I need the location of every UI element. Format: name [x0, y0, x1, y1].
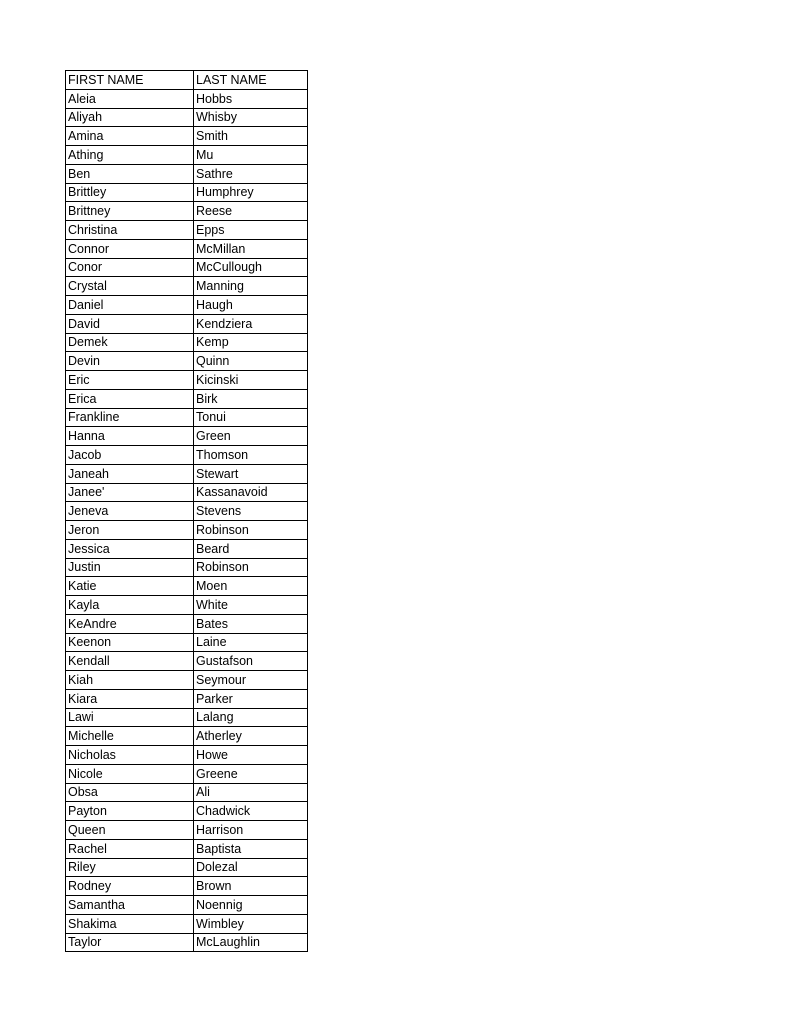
first-name-cell: Demek — [66, 333, 194, 352]
last-name-cell: Stevens — [194, 502, 308, 521]
last-name-cell: Epps — [194, 221, 308, 240]
first-name-cell: Obsa — [66, 783, 194, 802]
last-name-cell: Brown — [194, 877, 308, 896]
last-name-cell: Gustafson — [194, 652, 308, 671]
table-row — [66, 333, 308, 352]
last-name-cell: Wimbley — [194, 914, 308, 933]
table-row — [66, 708, 308, 727]
first-name-cell: Jacob — [66, 446, 194, 465]
last-name-cell: Mu — [194, 146, 308, 165]
first-name-cell: Nicole — [66, 764, 194, 783]
table-row — [66, 408, 308, 427]
table-row — [66, 746, 308, 765]
last-name-cell: Seymour — [194, 671, 308, 690]
first-name-cell: Jeron — [66, 521, 194, 540]
first-name-cell: Athing — [66, 146, 194, 165]
first-name-cell: Jeneva — [66, 502, 194, 521]
table-row — [66, 314, 308, 333]
last-name-cell: Manning — [194, 277, 308, 296]
first-name-cell: Rachel — [66, 839, 194, 858]
last-name-cell: Dolezal — [194, 858, 308, 877]
last-name-cell: Stewart — [194, 464, 308, 483]
first-name-cell: Nicholas — [66, 746, 194, 765]
first-name-cell: Amina — [66, 127, 194, 146]
last-name-cell: Baptista — [194, 839, 308, 858]
table-row — [66, 221, 308, 240]
first-name-cell: Keenon — [66, 633, 194, 652]
first-name-cell: Aliyah — [66, 108, 194, 127]
table-row — [66, 914, 308, 933]
last-name-cell: Birk — [194, 389, 308, 408]
table-row — [66, 108, 308, 127]
table-row — [66, 127, 308, 146]
last-name-cell: Hobbs — [194, 89, 308, 108]
first-name-cell: Samantha — [66, 896, 194, 915]
first-name-cell: Eric — [66, 371, 194, 390]
table-row — [66, 558, 308, 577]
first-name-cell: Riley — [66, 858, 194, 877]
first-name-cell: Christina — [66, 221, 194, 240]
first-name-cell: Shakima — [66, 914, 194, 933]
table-row — [66, 764, 308, 783]
last-name-cell: Haugh — [194, 296, 308, 315]
last-name-cell: McMillan — [194, 239, 308, 258]
table-row — [66, 427, 308, 446]
table-row — [66, 502, 308, 521]
table-row — [66, 521, 308, 540]
last-name-cell: Lalang — [194, 708, 308, 727]
table-row — [66, 146, 308, 165]
last-name-cell: Reese — [194, 202, 308, 221]
last-name-cell: Robinson — [194, 558, 308, 577]
first-name-cell: Queen — [66, 821, 194, 840]
first-name-cell: Justin — [66, 558, 194, 577]
last-name-cell: McLaughlin — [194, 933, 308, 952]
first-name-cell: Erica — [66, 389, 194, 408]
first-name-cell: Jessica — [66, 539, 194, 558]
names-table — [65, 70, 308, 952]
last-name-cell: Harrison — [194, 821, 308, 840]
last-name-cell: Green — [194, 427, 308, 446]
table-row — [66, 783, 308, 802]
last-name-cell: Kassanavoid — [194, 483, 308, 502]
last-name-cell: Chadwick — [194, 802, 308, 821]
table-row — [66, 464, 308, 483]
last-name-cell: Ali — [194, 783, 308, 802]
table-row — [66, 483, 308, 502]
first-name-cell: Aleia — [66, 89, 194, 108]
first-name-cell: Brittley — [66, 183, 194, 202]
table-row — [66, 89, 308, 108]
last-name-cell: Thomson — [194, 446, 308, 465]
table-row — [66, 446, 308, 465]
table-row — [66, 877, 308, 896]
last-name-cell: McCullough — [194, 258, 308, 277]
table-row — [66, 164, 308, 183]
last-name-cell: Beard — [194, 539, 308, 558]
last-name-cell: White — [194, 596, 308, 615]
last-name-cell: Laine — [194, 633, 308, 652]
table-row — [66, 183, 308, 202]
last-name-cell: Bates — [194, 614, 308, 633]
last-name-cell: Whisby — [194, 108, 308, 127]
last-name-cell: Smith — [194, 127, 308, 146]
first-name-cell: Hanna — [66, 427, 194, 446]
last-name-cell: Robinson — [194, 521, 308, 540]
table-row — [66, 689, 308, 708]
last-name-cell: Noennig — [194, 896, 308, 915]
table-row — [66, 839, 308, 858]
last-name-header: LAST NAME — [194, 71, 308, 90]
table-header-row — [66, 71, 308, 90]
first-name-cell: Frankline — [66, 408, 194, 427]
table-row — [66, 539, 308, 558]
first-name-header: FIRST NAME — [66, 71, 194, 90]
table-row — [66, 633, 308, 652]
table-body — [66, 89, 308, 952]
first-name-cell: Kiara — [66, 689, 194, 708]
table-row — [66, 896, 308, 915]
first-name-cell: Payton — [66, 802, 194, 821]
first-name-cell: Devin — [66, 352, 194, 371]
last-name-cell: Greene — [194, 764, 308, 783]
first-name-cell: Katie — [66, 577, 194, 596]
first-name-cell: Connor — [66, 239, 194, 258]
first-name-cell: Kayla — [66, 596, 194, 615]
first-name-cell: Daniel — [66, 296, 194, 315]
last-name-cell: Humphrey — [194, 183, 308, 202]
last-name-cell: Kemp — [194, 333, 308, 352]
table-row — [66, 258, 308, 277]
last-name-cell: Atherley — [194, 727, 308, 746]
table-row — [66, 277, 308, 296]
table-row — [66, 821, 308, 840]
table-row — [66, 933, 308, 952]
last-name-cell: Tonui — [194, 408, 308, 427]
first-name-cell: Michelle — [66, 727, 194, 746]
last-name-cell: Parker — [194, 689, 308, 708]
last-name-cell: Sathre — [194, 164, 308, 183]
table-row — [66, 296, 308, 315]
last-name-cell: Kendziera — [194, 314, 308, 333]
table-row — [66, 727, 308, 746]
first-name-cell: Brittney — [66, 202, 194, 221]
first-name-cell: KeAndre — [66, 614, 194, 633]
first-name-cell: Kendall — [66, 652, 194, 671]
first-name-cell: Kiah — [66, 671, 194, 690]
first-name-cell: Taylor — [66, 933, 194, 952]
first-name-cell: David — [66, 314, 194, 333]
last-name-cell: Howe — [194, 746, 308, 765]
first-name-cell: Rodney — [66, 877, 194, 896]
first-name-cell: Crystal — [66, 277, 194, 296]
table-row — [66, 352, 308, 371]
last-name-cell: Moen — [194, 577, 308, 596]
first-name-cell: Lawi — [66, 708, 194, 727]
table-row — [66, 371, 308, 390]
first-name-cell: Conor — [66, 258, 194, 277]
last-name-cell: Quinn — [194, 352, 308, 371]
table-row — [66, 389, 308, 408]
table-row — [66, 652, 308, 671]
last-name-cell: Kicinski — [194, 371, 308, 390]
table-row — [66, 614, 308, 633]
table-row — [66, 577, 308, 596]
table-row — [66, 802, 308, 821]
first-name-cell: Janeah — [66, 464, 194, 483]
table-row — [66, 671, 308, 690]
table-row — [66, 858, 308, 877]
first-name-cell: Ben — [66, 164, 194, 183]
first-name-cell: Janee' — [66, 483, 194, 502]
table-row — [66, 596, 308, 615]
table-row — [66, 202, 308, 221]
table-row — [66, 239, 308, 258]
